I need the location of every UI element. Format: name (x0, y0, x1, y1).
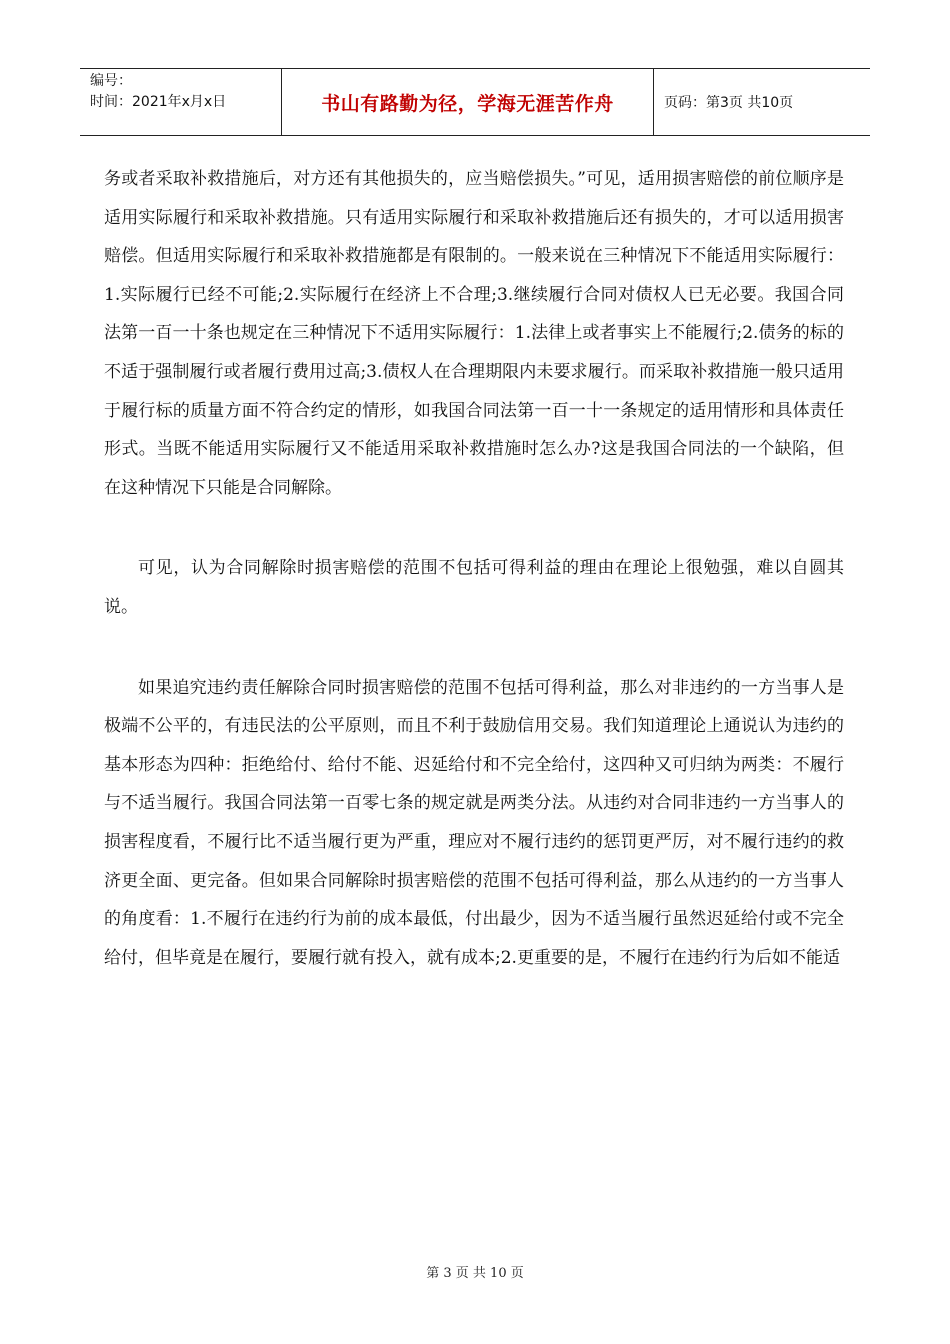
page-footer: 第 3 页 共 10 页 (426, 1266, 524, 1281)
header-page-info: 页码：第3页 共10页 (664, 95, 794, 111)
date-label: 时间：2021年x月x日 (90, 94, 227, 110)
document-body (104, 160, 844, 977)
body-paragraph-3: 如果追究违约责任解除合同时损害赔偿的范围不包括可得利益，那么对非违约的一方当事人是极端不公平的，有违民法的公平原则，而且不利于鼓励信用交易。我们知道理论上通说认为违约的基本形态为四种：拒绝给付、给付不能、迟延给付和不完全给付，这四种又可归纳为两类：不履行与不适当履行。我国合同法第一百零七条的规定就是两类分法。从违约对合同非违约一方当事人的损害程度看，不履行比不适当履行更为严重，理应对不履行违约的惩罚更严厉，对不履行违约的救济更全面、更完备。但如果合同解除时损害赔偿的范围不包括可得利益，那么从违约的一方当事人的角度看：1.不履行在违约行为前的成本最低，付出最少，因为不适当履行虽然迟延给付或不完全给付，但毕竟是在履行，要履行就有投入，就有成本;2.更重要的是，不履行在违约行为后如不能适 (104, 677, 844, 968)
serial-number-label: 编号： (90, 73, 132, 89)
header-meta (80, 69, 282, 135)
body-paragraph-2: 可见，认为合同解除时损害赔偿的范围不包括可得利益的理由在理论上很勉强，难以自圆其说。 (104, 558, 844, 617)
header-motto: 书山有路勤为径，学海无涯苦作舟 (282, 69, 654, 135)
page-header (80, 68, 870, 136)
body-paragraph-1: 务或者采取补救措施后，对方还有其他损失的，应当赔偿损失。”可见，适用损害赔偿的前位顺序是适用实际履行和采取补救措施。只有适用实际履行和采取补救措施后还有损失的，才可以适用损害赔偿。但适用实际履行和采取补救措施都是有限制的。一般来说在三种情况下不能适用实际履行：1.实际履行已经不可能;2.实际履行在经济上不合理;3.继续履行合同对债权人已无必要。我国合同法第一百一十条也规定在三种情况下不适用实际履行：1.法律上或者事实上不能履行;2.债务的标的不适于强制履行或者履行费用过高;3.债权人在合理期限内未要求履行。而采取补救措施一般只适用于履行标的质量方面不符合约定的情形，如我国合同法第一百一十一条规定的适用情形和具体责任形式。当既不能适用实际履行又不能适用采取补救措施时怎么办?这是我国合同法的一个缺陷，但在这种情况下只能是合同解除。 (104, 169, 844, 498)
